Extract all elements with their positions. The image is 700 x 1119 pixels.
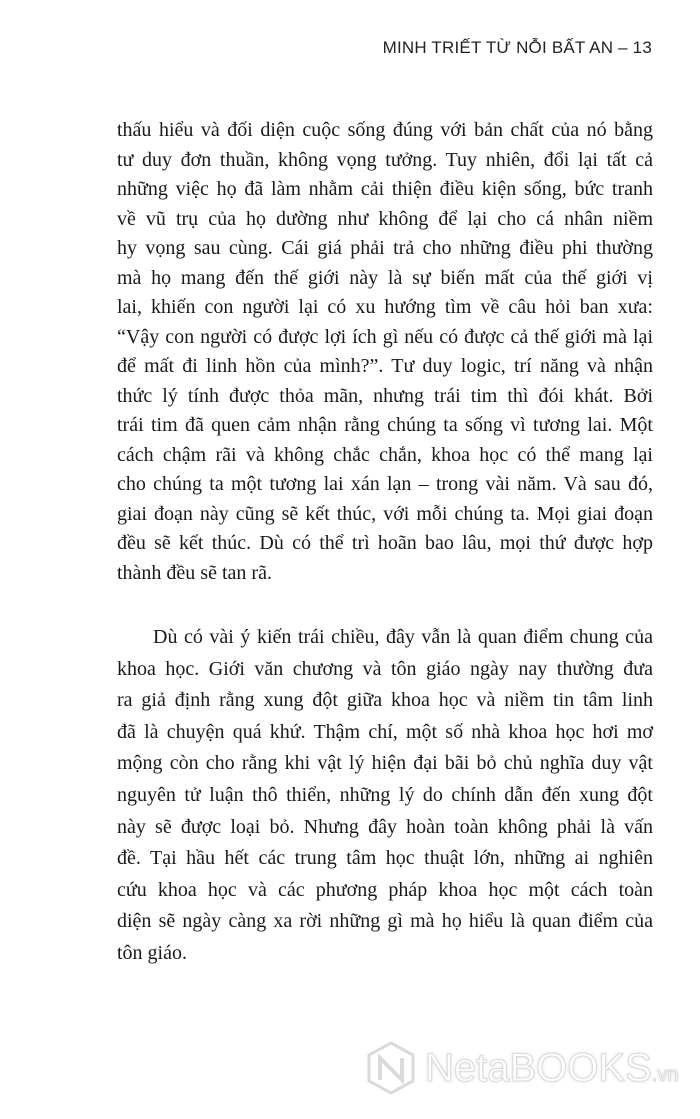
text-line: nguyên tử luận thô thiển, những lý do chính dẫn đến xung đột xyxy=(117,783,653,806)
text-line: diện sẽ ngày càng xa rời những gì mà họ hiểu là quan điểm của xyxy=(117,910,653,933)
paragraph-1 xyxy=(117,116,653,588)
text-line: cho chúng ta một tương lai xán lạn – trong vài năm. Và sau đó, xyxy=(117,473,653,495)
watermark-logo xyxy=(365,1040,678,1096)
text-line: đề. Tại hầu hết các trung tâm học thuật lớn, những ai nghiên xyxy=(117,847,653,870)
text-line: tôn giáo. xyxy=(117,941,187,964)
text-line: Dù có vài ý kiến trái chiều, đây vẫn là quan điểm chung của xyxy=(153,626,653,648)
text-line: thức lý tính được thỏa mãn, nhưng trái tim thì đói khát. Bởi xyxy=(117,384,653,407)
text-line: trái tim đã quen cảm nhận rằng chúng ta sống vì tương lai. Một xyxy=(117,414,653,436)
text-line: thành đều sẽ tan rã. xyxy=(117,561,272,584)
text-line: mộng còn cho rằng khi vật lý hiện đại bãi bỏ chủ nghĩa duy vật xyxy=(117,752,653,775)
text-line: cách chậm rãi và không chắc chắn, khoa học có thể mang lại xyxy=(117,443,653,466)
netabooks-logo-icon xyxy=(365,1040,417,1096)
text-line: giai đoạn này cũng sẽ kết thúc, với mỗi chúng ta. Mọi giai đoạn xyxy=(117,502,653,525)
text-line: hy vọng sau cùng. Cái giá phải trả cho những điều phi thường xyxy=(117,237,653,259)
text-line: những việc họ đã làm nhằm cải thiện điều kiện sống, bức tranh xyxy=(117,178,653,200)
text-line: mà họ mang đến thế giới này là sự biến mất của thế giới vị xyxy=(117,266,653,289)
watermark-brand: NetaBOOKS.vn xyxy=(425,1045,679,1090)
running-header: MINH TRIẾT TỪ NỖI BẤT AN – 13 xyxy=(382,38,652,57)
text-line: tư duy đơn thuần, không vọng tưởng. Tuy nhiên, đổi lại tất cả xyxy=(117,148,653,171)
text-line: này sẽ được loại bỏ. Nhưng đây hoàn toàn không phải là vấn xyxy=(117,815,653,838)
text-line: thấu hiểu và đối diện cuộc sống đúng với bản chất của nó bằng xyxy=(117,119,653,141)
text-line: “Vậy con người có được lợi ích gì nếu có được cả thế giới mà lại xyxy=(117,325,653,348)
text-line: ra giả định rằng xung đột giữa khoa học và niềm tin tâm linh xyxy=(117,689,653,712)
text-line: cứu khoa học và các phương pháp khoa học một cách toàn xyxy=(117,878,653,901)
text-line: để mất đi linh hồn của mình?”. Tư duy logic, trí năng và nhận xyxy=(117,355,653,377)
paragraph-2 xyxy=(117,622,653,970)
text-line: đều sẽ kết thúc. Dù có thể trì hoãn bao lâu, mọi thứ được hợp xyxy=(117,532,653,554)
text-line: lai, khiến con người lại có xu hướng tìm về câu hỏi ban xưa: xyxy=(117,296,653,318)
text-line: khoa học. Giới văn chương và tôn giáo ngày nay thường đưa xyxy=(117,657,653,680)
text-line: đã là chuyện quá khứ. Thậm chí, một số nhà khoa học hơi mơ xyxy=(117,720,653,743)
text-line: về vũ trụ của họ dường như không để lại cho cá nhân niềm xyxy=(117,207,653,230)
